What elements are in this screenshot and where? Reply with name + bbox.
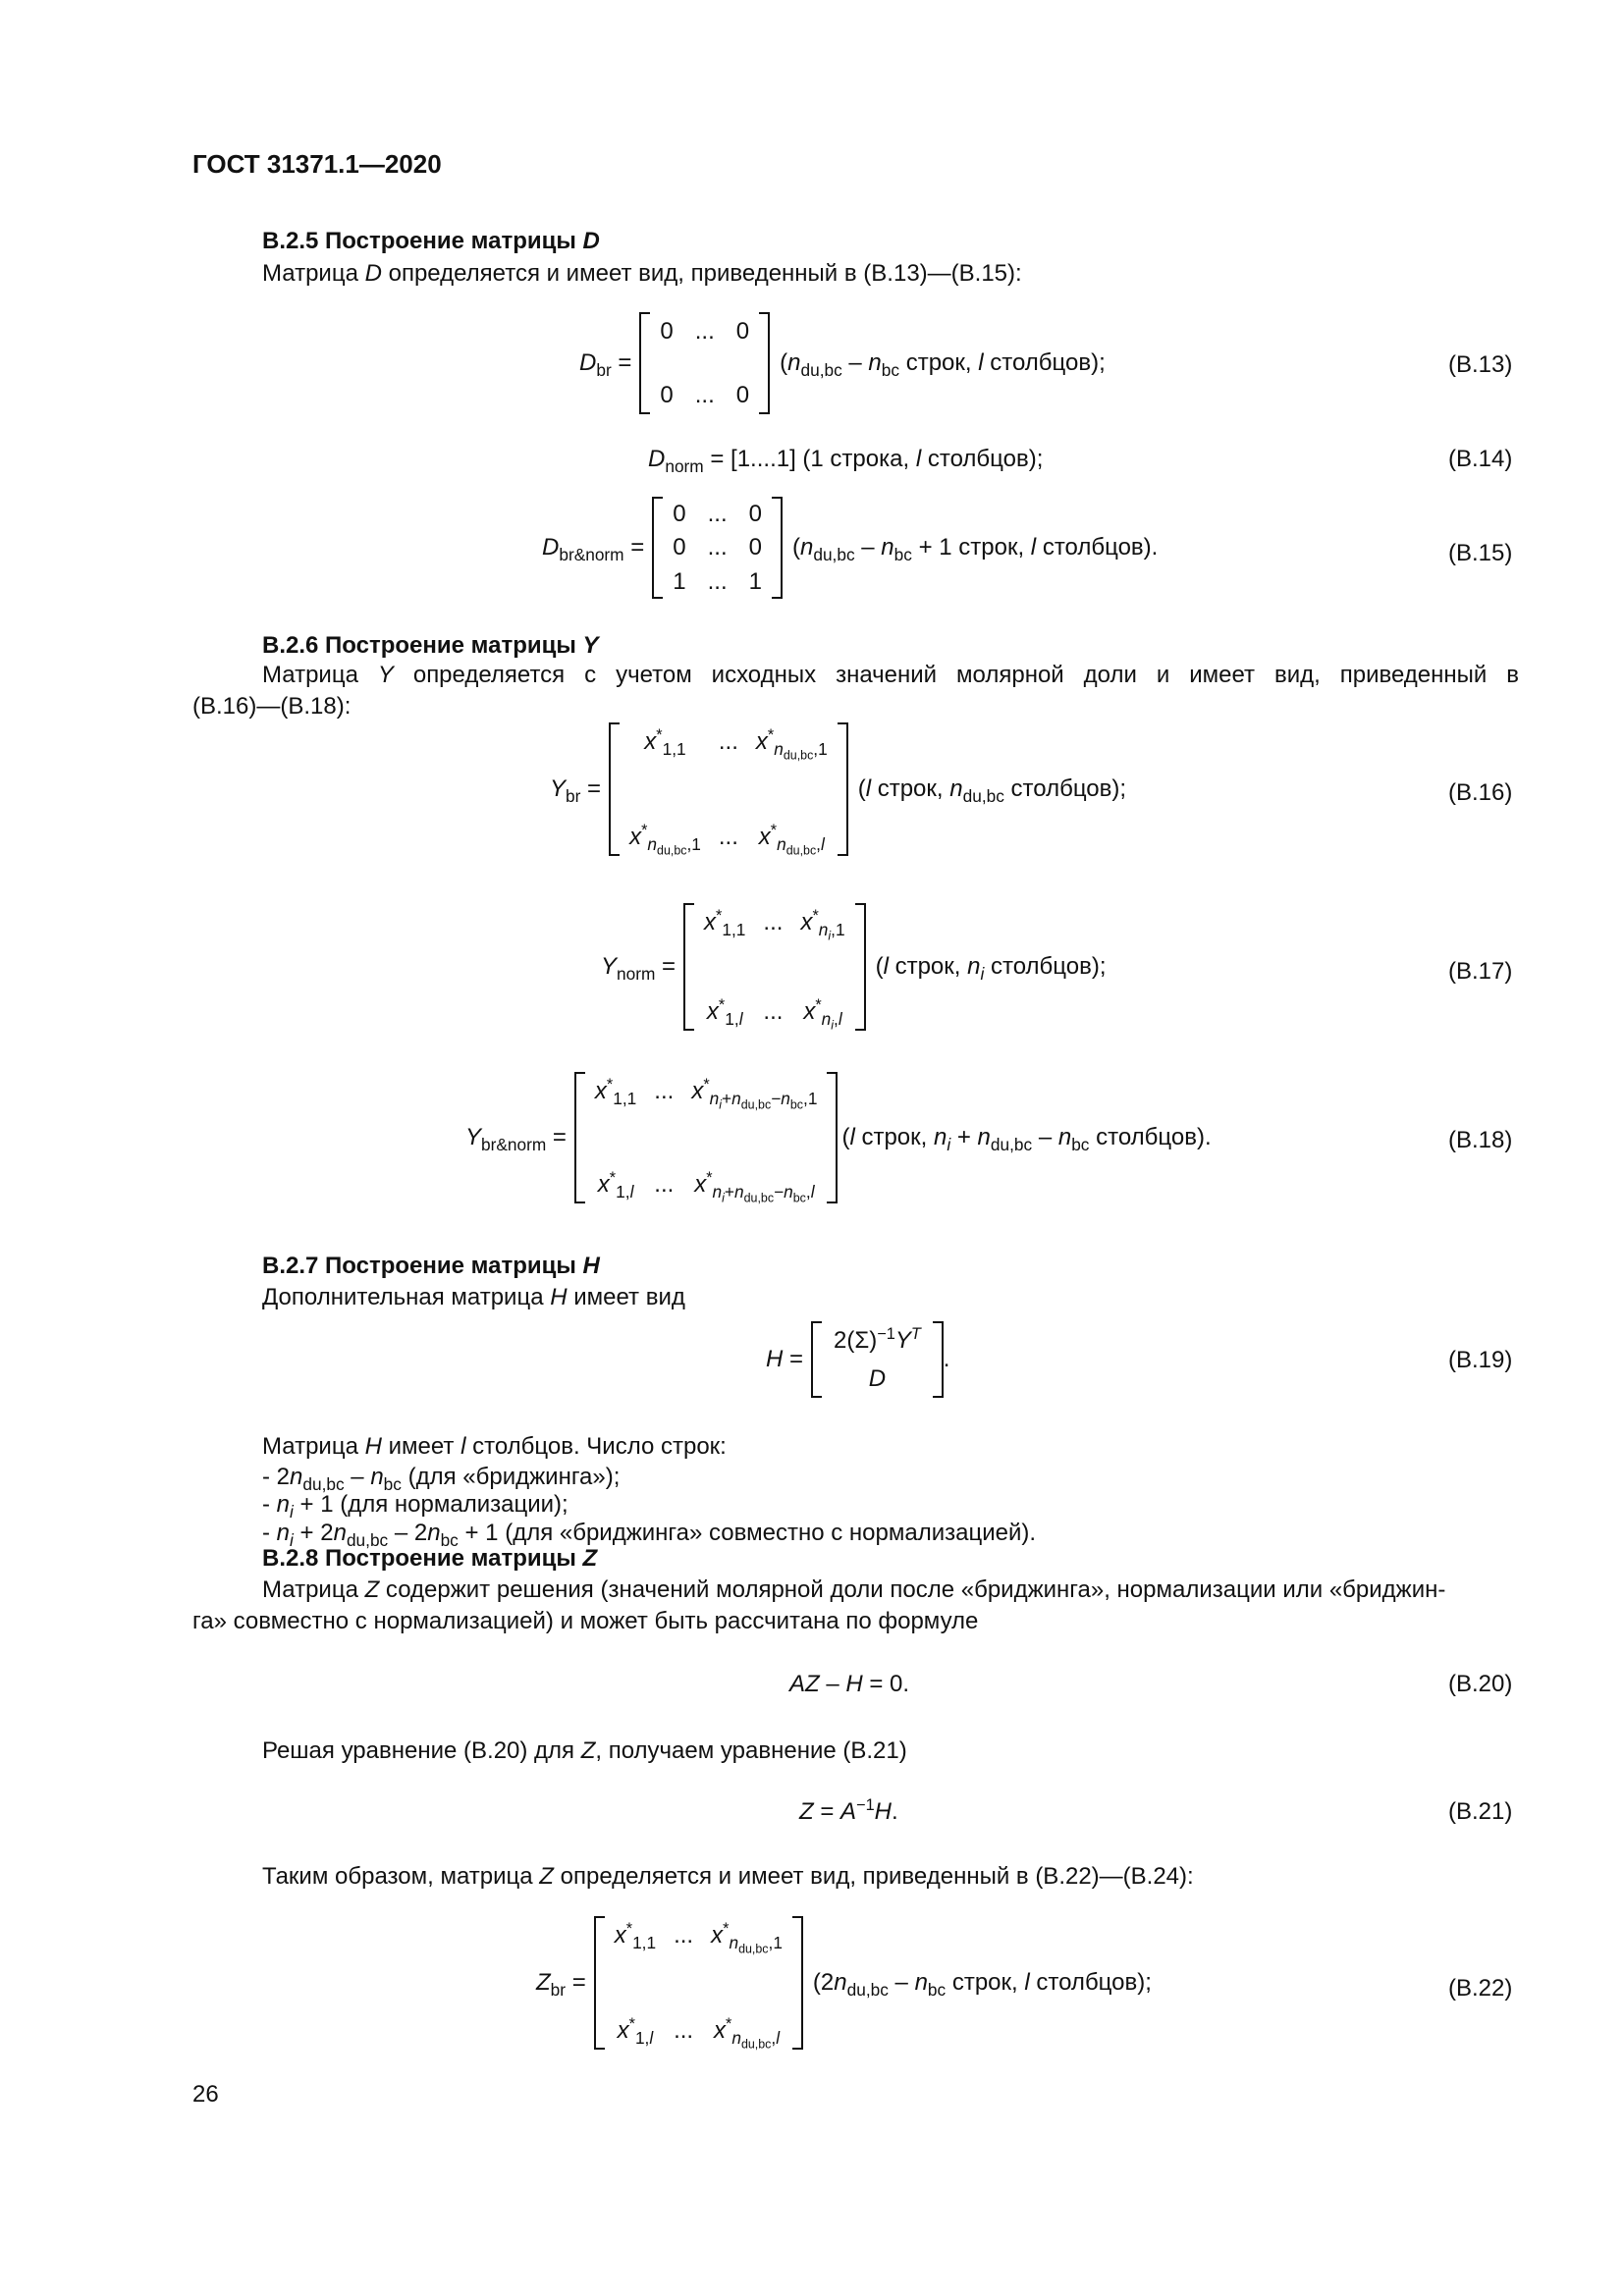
text: имеет вид: [567, 1284, 685, 1310]
text: строк,: [894, 953, 961, 981]
equation-number: (В.19): [1448, 1347, 1513, 1373]
var: Z: [539, 1863, 554, 1890]
equation-number: (В.18): [1448, 1127, 1513, 1153]
section-title-text: В.2.8 Построение матрицы: [262, 1545, 583, 1572]
cell: $x^*_{1,1}$: [644, 726, 686, 760]
section-title-var: H: [582, 1253, 600, 1279]
cell: $x^*_{1,l}$: [617, 2014, 654, 2048]
matrix-d-br: [639, 312, 770, 414]
var: Z: [580, 1737, 596, 1764]
cell: 0: [748, 501, 762, 527]
equation-number: (В.14): [1448, 446, 1513, 472]
lhs: $Y_{br\&norm}$ =: [465, 1124, 567, 1155]
cell: ...: [674, 1922, 694, 1949]
equation-b22: [536, 1916, 1152, 2050]
text: столбцов);: [1010, 775, 1127, 803]
rhs-text: ($2n_{du,bc} - n_{bc}$ строк, l столбцов);: [812, 1969, 1152, 2001]
lhs: $Y_{norm}$ =: [601, 953, 677, 985]
cell: $x^*_{n_{du,bc},1}$: [711, 1920, 783, 1956]
text: (для «бриджинга»);: [407, 1464, 621, 1490]
page-number: 26: [192, 2081, 219, 2108]
text: Таким образом, матрица: [262, 1863, 540, 1890]
section-title-var: Y: [582, 632, 599, 659]
cell: 1: [673, 567, 686, 595]
equation-b17: [601, 903, 1107, 1031]
cell: 1: [748, 567, 762, 595]
cell: 0: [673, 501, 686, 527]
text: столбцов);: [990, 349, 1106, 377]
text: столбцов).: [1042, 534, 1159, 561]
cell: $x^*_{n_i,l}$: [803, 995, 842, 1033]
cell: ...: [718, 728, 738, 755]
cell: D: [868, 1364, 887, 1392]
cell: ...: [763, 909, 784, 935]
cell: 0: [748, 534, 762, 561]
cell: $x^*_{1,1}$: [594, 1076, 637, 1109]
section-title-b26: [262, 630, 599, 661]
matrix-d-br-norm: [652, 497, 783, 599]
text: строк,: [905, 349, 972, 377]
matrix-y-norm: [683, 903, 866, 1031]
paragraph-b28-line2: га» совместно с нормализацией) и может быть рассчитана по формуле: [192, 1608, 979, 1634]
section-title-b28: [262, 1543, 597, 1574]
cell: $x^*_{n_i,1}$: [800, 907, 845, 943]
cell: $x^*_{n_i+n_{du,bc}-n_{bc},1}$: [691, 1076, 818, 1112]
cell: $2(\Sigma)^{-1}Y^T$: [834, 1325, 921, 1354]
var: D: [364, 260, 382, 287]
lhs: $Z_{br}$ =: [536, 1969, 586, 2001]
cell: 0: [660, 318, 674, 345]
equation-b21: $Z = A^{-1}H$.: [799, 1796, 898, 1825]
lhs: $D_{br}$ =: [579, 349, 632, 381]
bullet-bridging-normalization: - $n_i + 2n_{du,bc} - 2n_{bc} + 1$ (для «бриджинга» совместно с нормализацией).: [262, 1520, 1037, 1551]
equation-b20: AZ – H = 0.: [789, 1671, 910, 1697]
section-title-text: В.2.6 Построение матрицы: [262, 632, 583, 659]
text: (для «бриджинга» совместно с нормализацией).: [505, 1520, 1037, 1546]
rhs-text: (l строк, $n_i + n_{du,bc} - n_{bc}$ столбцов).: [841, 1124, 1212, 1155]
paragraph-b25-intro: [262, 258, 1022, 289]
paragraph-solve: [262, 1735, 907, 1766]
section-title-text: В.2.5 Построение матрицы: [262, 228, 583, 254]
cell: $x^*_{1,1}$: [614, 1920, 657, 1953]
equation-b19: [766, 1321, 949, 1398]
paragraph-thus: [262, 1861, 1194, 1892]
text: + 1 строк,: [918, 534, 1025, 561]
cell: ...: [654, 1078, 675, 1104]
equation-number: (В.20): [1448, 1671, 1513, 1697]
cell: 0: [735, 318, 750, 345]
text: Дополнительная матрица: [262, 1284, 551, 1310]
var: Y: [377, 662, 394, 688]
cell: ...: [707, 501, 728, 527]
text: Матрица: [262, 260, 365, 287]
equation-b14: $D_{norm} = [1....1]$ (1 строка, l столбцов);: [648, 446, 1044, 477]
equation-b18: [465, 1072, 1212, 1203]
text: (для нормализации);: [340, 1491, 568, 1518]
cell: $x^*_{n_{du,bc},1}$: [629, 821, 701, 858]
cell: 0: [673, 534, 686, 561]
text: Решая уравнение (В.20) для: [262, 1737, 581, 1764]
lhs: H =: [766, 1346, 804, 1373]
paragraph-h-rows: [262, 1431, 727, 1462]
text: определяется и имеет вид, приведенный в (В.22)—(В.24):: [553, 1863, 1194, 1890]
text: строк,: [877, 775, 944, 803]
text: определяется и имеет вид, приведенный в (В.13)—(В.15):: [381, 260, 1022, 287]
text: = [1....1]: [710, 446, 796, 472]
equation-b15: [542, 497, 1158, 599]
text: Матрица: [262, 1433, 365, 1460]
section-title-b25: [262, 226, 600, 256]
matrix-y-br-norm: [574, 1072, 839, 1203]
cell: ...: [707, 534, 728, 561]
cell: ...: [654, 1170, 675, 1198]
var: H: [550, 1284, 568, 1310]
bullet-normalization: - $n_i + 1$ (для нормализации);: [262, 1491, 568, 1522]
text: имеет: [381, 1433, 461, 1460]
cell: $x^*_{1,l}$: [706, 995, 743, 1029]
text: столбцов);: [927, 446, 1044, 472]
cell: $x^*_{1,l}$: [597, 1168, 634, 1201]
lhs: $Y_{br}$ =: [550, 775, 602, 807]
rhs-text: ($n_{du,bc} - n_{bc}$ строк, l столбцов);: [780, 349, 1106, 381]
lhs: $D_{br\&norm}$ =: [542, 534, 645, 565]
matrix-h: [811, 1321, 944, 1398]
cell: ...: [694, 318, 715, 345]
rhs-text: (l строк, $n_{du,bc}$ столбцов);: [857, 775, 1127, 807]
document-header: ГОСТ 31371.1—2020: [192, 149, 442, 179]
rhs-text: ($n_{du,bc} - n_{bc} + 1$ строк, l столбцов).: [791, 534, 1159, 565]
cell: 0: [660, 381, 674, 408]
cell: ...: [694, 381, 715, 408]
text: Матрица: [262, 662, 378, 688]
equation-number: (В.15): [1448, 540, 1513, 566]
text: столбцов. Число строк:: [465, 1433, 727, 1460]
paragraph-b28-line1: [262, 1575, 1445, 1605]
cell: ...: [718, 823, 738, 850]
paragraph-b26-intro-cont: (В.16)—(В.18):: [192, 693, 352, 720]
var: l: [460, 1433, 466, 1460]
cell: $x^*_{n_{du,bc},l}$: [758, 821, 825, 858]
matrix-y-br: [609, 722, 848, 856]
cell: $x^*_{n_{du,bc},l}$: [713, 2014, 781, 2052]
cell: ...: [674, 2016, 694, 2044]
paragraph-b27-intro: [262, 1282, 685, 1312]
equation-b13: [579, 312, 1106, 414]
text: строк,: [951, 1969, 1018, 1997]
cell: ...: [763, 997, 784, 1025]
cell: $x^*_{n_i+n_{du,bc}-n_{bc},l}$: [694, 1168, 815, 1205]
equation-number: (В.17): [1448, 958, 1513, 985]
var: H: [364, 1433, 382, 1460]
text: Матрица: [262, 1576, 365, 1603]
section-title-var: D: [582, 228, 600, 254]
equation-number: (В.16): [1448, 779, 1513, 806]
text: столбцов).: [1096, 1124, 1212, 1151]
text: столбцов);: [991, 953, 1107, 981]
section-title-var: Z: [582, 1545, 598, 1572]
bullet-bridging: - $2n_{du,bc} - n_{bc}$ (для «бриджинга»);: [262, 1464, 621, 1495]
text: (1 строка,: [802, 446, 910, 472]
text: содержит решения (значений молярной доли после «бриджинга», нормализации или «бриджин-: [379, 1576, 1446, 1603]
paragraph-b26-intro: [262, 660, 1519, 690]
period: .: [943, 1346, 950, 1373]
rhs-text: (l строк, $n_i$ столбцов);: [875, 953, 1107, 985]
equation-b16: [550, 722, 1126, 856]
cell: ...: [707, 567, 728, 595]
text: , получаем уравнение (В.21): [595, 1737, 907, 1764]
text: определяется с учетом исходных значений молярной доли и имеет вид, приведенный в: [393, 662, 1519, 688]
section-title-b27: [262, 1251, 600, 1281]
cell: $x^*_{1,1}$: [704, 907, 746, 940]
text: столбцов);: [1036, 1969, 1152, 1997]
cell: 0: [735, 381, 750, 408]
var: Z: [364, 1576, 380, 1603]
text: строк,: [861, 1124, 928, 1151]
matrix-z-br: [594, 1916, 803, 2050]
cell: $x^*_{n_{du,bc},1}$: [755, 726, 828, 763]
equation-number: (В.21): [1448, 1798, 1513, 1825]
equation-number: (В.22): [1448, 1975, 1513, 2002]
equation-number: (В.13): [1448, 351, 1513, 378]
section-title-text: В.2.7 Построение матрицы: [262, 1253, 583, 1279]
